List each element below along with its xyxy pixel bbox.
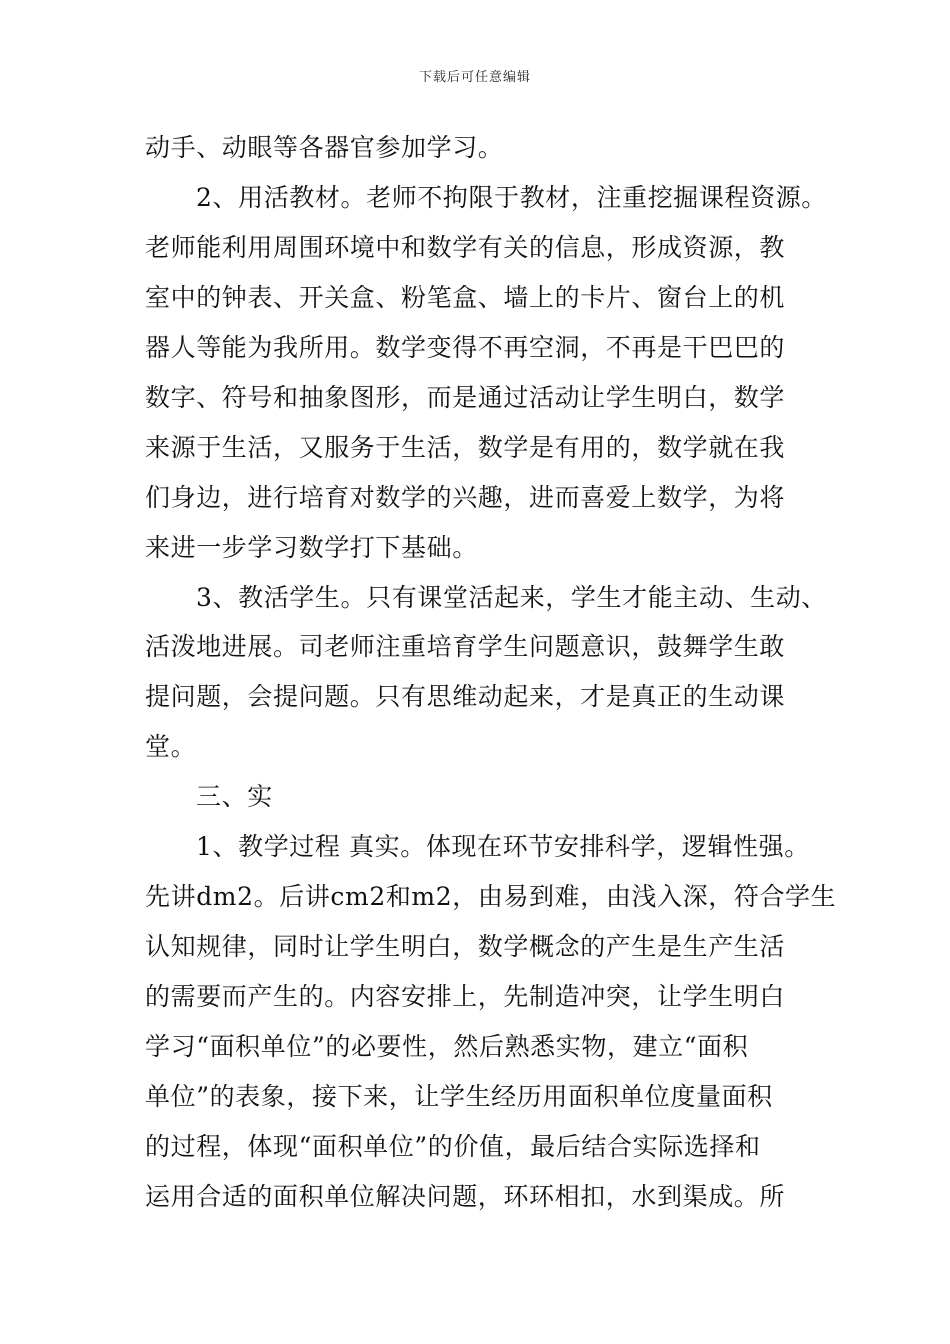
paragraph-line: 的过程，体现“面积单位”的价值，最后结合实际选择和 [145, 1132, 761, 1161]
paragraph-line: 单位”的表象，接下来，让学生经历用面积单位度量面积 [145, 1082, 773, 1111]
paragraph-line: 3、教活学生。只有课堂活起来，学生才能主动、生动、 [196, 583, 827, 612]
paragraph-line: 1、教学过程 真实。体现在环节安排科学，逻辑性强。 [196, 832, 810, 861]
paragraph-line: 动手、动眼等各器官参加学习。 [145, 133, 504, 162]
page-header: 下载后可任意编辑 [418, 70, 531, 85]
paragraph-line: 提问题，会提问题。只有思维动起来，才是真正的生动课 [145, 682, 786, 711]
paragraph-line: 2、用活教材。老师不拘限于教材，注重挖掘课程资源。 [196, 183, 827, 212]
paragraph-line: 堂。 [145, 732, 197, 761]
paragraph-line: 来源于生活，又服务于生活，数学是有用的，数学就在我 [145, 433, 786, 462]
paragraph-line: 们身边，进行培育对数学的兴趣，进而喜爱上数学，为将 [145, 483, 786, 512]
paragraph-line: 老师能利用周围环境中和数学有关的信息，形成资源，教 [145, 233, 786, 262]
paragraph-line: 认知规律，同时让学生明白，数学概念的产生是生产生活 [145, 932, 786, 961]
paragraph-line: 数字、符号和抽象图形，而是通过活动让学生明白，数学 [145, 383, 786, 412]
section-heading: 三、实 [196, 782, 273, 811]
paragraph-line: 的需要而产生的。内容安排上，先制造冲突，让学生明白 [145, 982, 786, 1011]
paragraph-line: 运用合适的面积单位解决问题，环环相扣，水到渠成。所 [145, 1182, 786, 1211]
paragraph-line: 器人等能为我所用。数学变得不再空洞，不再是干巴巴的 [145, 333, 786, 362]
paragraph-line: 来进一步学习数学打下基础。 [145, 533, 478, 562]
paragraph-line: 学习“面积单位”的必要性，然后熟悉实物，建立“面积 [145, 1032, 749, 1061]
paragraph-line: 活泼地进展。司老师注重培育学生问题意识，鼓舞学生敢 [145, 632, 786, 661]
paragraph-line: 室中的钟表、开关盒、粉笔盒、墙上的卡片、窗台上的机 [145, 283, 786, 312]
paragraph-line: 先讲dm2。后讲cm2和m2，由易到难，由浅入深，符合学生 [145, 882, 837, 911]
